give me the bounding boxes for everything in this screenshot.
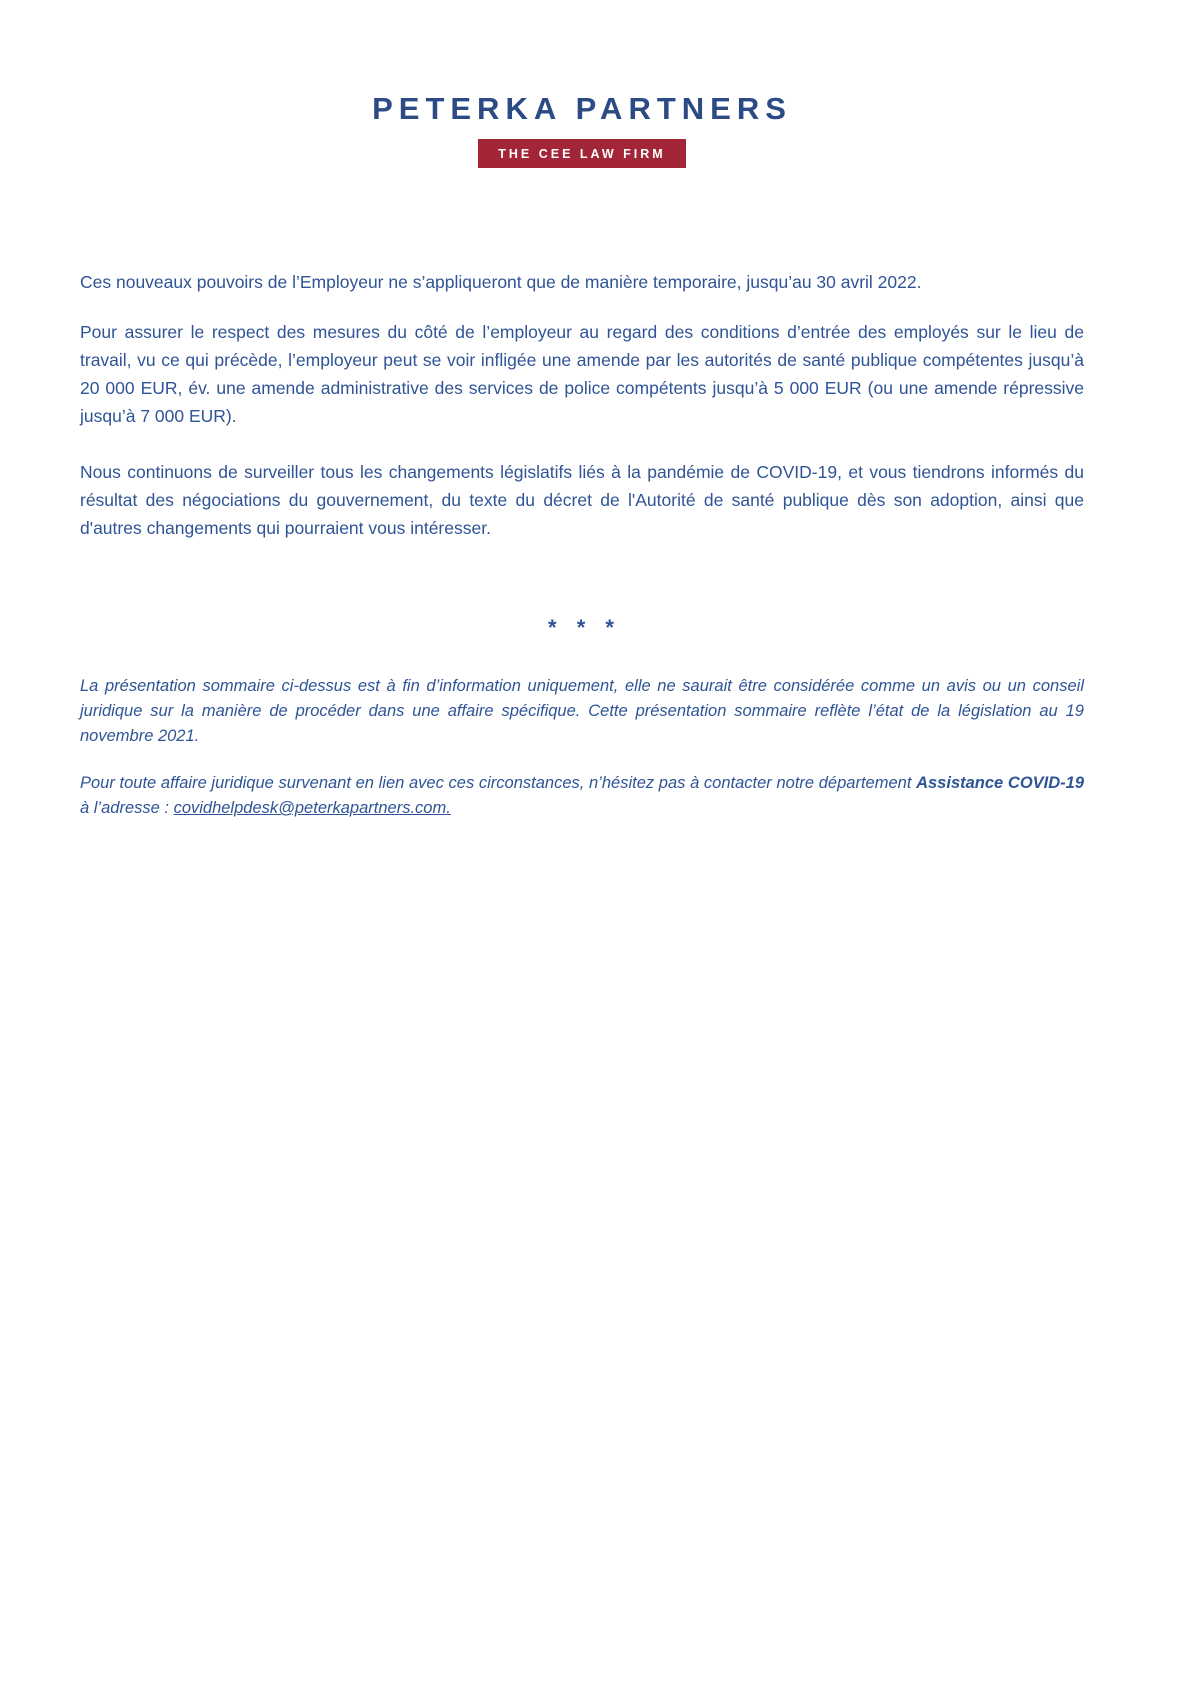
- firm-tagline-badge: THE CEE LAW FIRM: [478, 139, 685, 168]
- paragraph-temporary-powers: Ces nouveaux pouvoirs de l’Employeur ne s’appliqueront que de manière temporaire, jusqu’au 30 avril 2022.: [80, 272, 922, 292]
- paragraph-employer-fines: Pour assurer le respect des mesures du côté de l’employeur au regard des conditions d’entrée des employés sur le lieu de travail, vu ce qui précède, l’employeur peut se voir infligée une amende par les autorités de santé publique compétentes jusqu’à 20 000 EUR, év. une amende administrative des services de police compétents jusqu’à 5 000 EUR (ou une amende répressive jusqu’à 7 000 EUR).: [80, 322, 1084, 426]
- firm-wordmark: PETERKA PARTNERS: [372, 91, 792, 126]
- contact-department-name: Assistance COVID-19: [916, 774, 1085, 792]
- letterhead: [80, 92, 1084, 168]
- paragraph-legislative-monitoring: Nous continuons de surveiller tous les changements législatifs liés à la pandémie de COVID-19, et vous tiendrons informés du résultat des négociations du gouvernement, du texte du décret de l'Autorité de santé publique dès son adoption, ainsi que d'autres changements qui pourraient vous intéresser.: [80, 462, 1084, 538]
- contact-paragraph: [80, 771, 1084, 821]
- contact-text-prefix: Pour toute affaire juridique survenant en lien avec ces circonstances, n’hésitez pas à contacter notre département: [80, 774, 912, 792]
- disclaimer-paragraph: La présentation sommaire ci-dessus est à fin d’information uniquement, elle ne saurait être considérée comme un avis ou un conseil juridique sur la manière de procéder dans une affaire spécifique. Cette présentation sommaire reflète l’état de la législation au 19 novembre 2021.: [80, 677, 1084, 745]
- asterisk-separator: * * *: [548, 615, 616, 640]
- document-body: [80, 268, 1084, 821]
- contact-text-middle: à l’adresse :: [80, 799, 169, 817]
- email-link[interactable]: covidhelpdesk@peterkapartners.com.: [173, 799, 451, 817]
